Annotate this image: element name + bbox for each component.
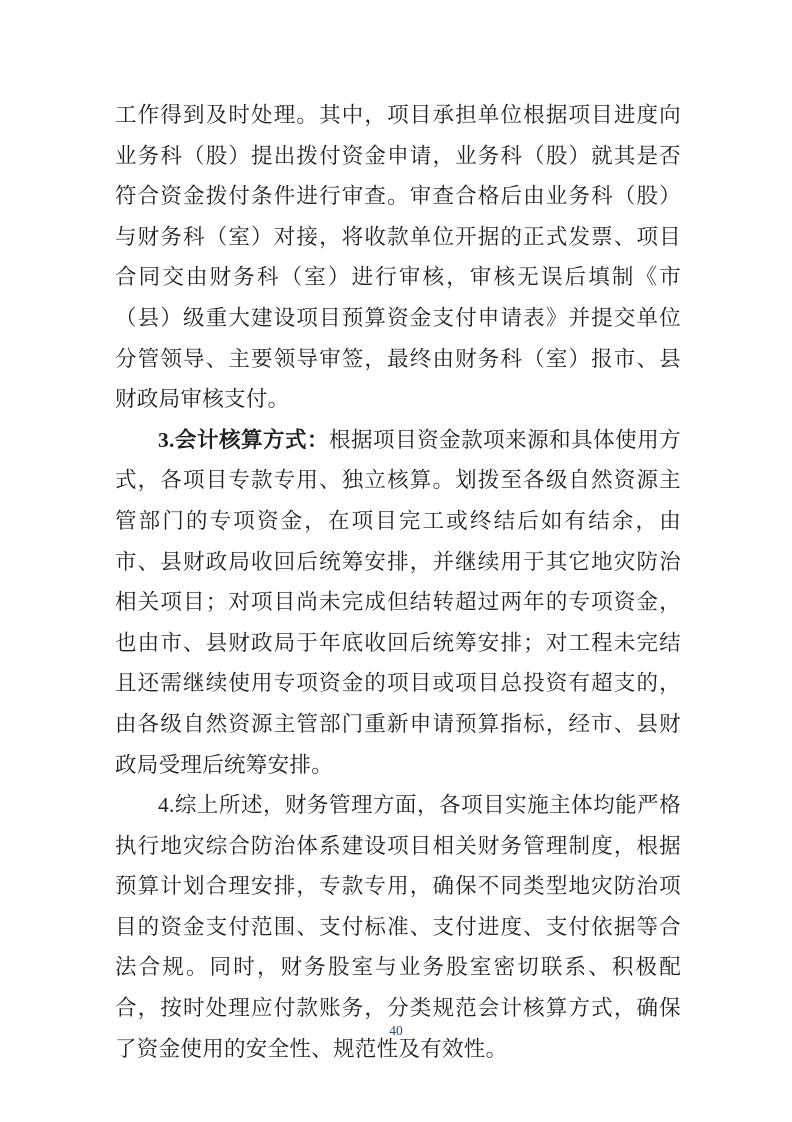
document-body (115, 95, 681, 1069)
paragraph-accounting-method-heading: 3.会计核算方式： (158, 427, 330, 452)
paragraph-payment-process (115, 95, 681, 420)
paragraph-accounting-method (115, 420, 681, 785)
paragraph-payment-process-text: 工作得到及时处理。其中，项目承担单位根据项目进度向业务科（股）提出拨付资金申请，业务科（股）就其是否符合资金拨付条件进行审查。审查合格后由业务科（股）与财务科（室）对接，将收款单位开据的正式发票、项目合同交由财务科（室）进行审核，审核无误后填制《市（县）级重大建设项目预算资金支付申请表》并提交单位分管领导、主要领导审签，最终由财务科（室）报市、县财政局审核支付。 (115, 103, 681, 412)
page-number: 40 (389, 1023, 403, 1038)
paragraph-summary-text: 4.综上所述，财务管理方面，各项目实施主体均能严格执行地灾综合防治体系建设项目相关财务管理制度，根据预算计划合理安排，专款专用，确保不同类型地灾防治项目的资金支付范围、支付标准、支付进度、支付依据等合法合规。同时，财务股室与业务股室密切联系、积极配合，按时处理应付款账务，分类规范会计核算方式，确保了资金使用的安全性、规范性及有效性。 (115, 793, 681, 1061)
paragraph-accounting-method-text: 根据项目资金款项来源和具体使用方式，各项目专款专用、独立核算。划拨至各级自然资源主管部门的专项资金，在项目完工或终结后如有结余，由市、县财政局收回后统筹安排，并继续用于其它地灾防治相关项目；对项目尚未完成但结转超过两年的专项资金，也由市、县财政局于年底收回后统筹安排；对工程未完结且还需继续使用专项资金的项目或项目总投资有超支的，由各级自然资源主管部门重新申请预算指标，经市、县财政局受理后统筹安排。 (115, 427, 682, 777)
